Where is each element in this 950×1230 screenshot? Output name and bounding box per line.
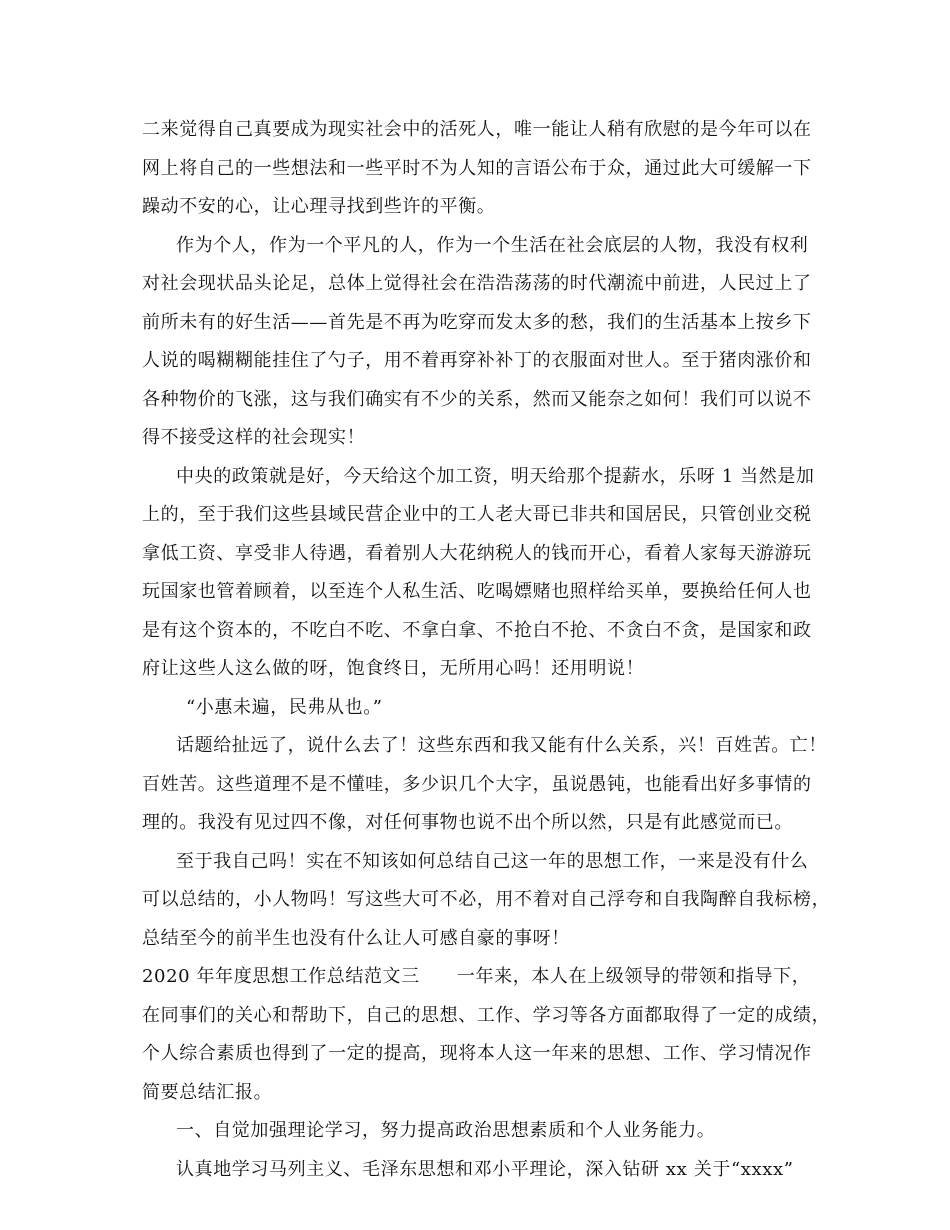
heading-line: 一、自觉加强理论学习，努力提高政治思想素质和个人业务能力。 — [176, 1120, 716, 1141]
text-line: 理的。我没有见过四不像，对任何事物也说不出个所以然，只是有此感觉而已。 — [142, 812, 793, 833]
text-line: 网上将自己的一些想法和一些平时不为人知的言语公布于众，通过此大可缓解一下 — [142, 158, 812, 179]
text-line: 各种物价的飞涨，这与我们确实有不少的关系，然而又能奈之如何！我们可以说不 — [142, 389, 812, 410]
paragraph-start-line: 作为个人，作为一个平凡的人，作为一个生活在社会底层的人物，我没有权利 — [176, 235, 809, 256]
paragraph-start-line: 至于我自己吗！实在不知该如何总结自己这一年的思想工作，一来是没有什么 — [176, 851, 809, 872]
text-line: 对社会现状品头论足，总体上觉得社会在浩浩荡荡的时代潮流中前进，人民过上了 — [142, 273, 812, 294]
section-title-line: 2020 年年度思想工作总结范文三 一年来，本人在上级领导的带领和指导下， — [142, 966, 811, 987]
text-line: 在同事们的关心和帮助下，自己的思想、工作、学习等各方面都取得了一定的成绩， — [142, 1005, 831, 1026]
text-line: 百姓苦。这些道理不是不懂哇，多少识几个大字，虽说愚钝，也能看出好多事情的 — [142, 774, 812, 795]
text-line: 人说的喝糊糊能挂住了勺子，用不着再穿补补丁的衣服面对世人。至于猪肉涨价和 — [142, 350, 812, 371]
text-line: 拿低工资、享受非人待遇，看着别人大花纳税人的钱而开心，看着人家每天游游玩 — [142, 543, 812, 564]
text-line: 总结至今的前半生也没有什么让人可感自豪的事呀！ — [142, 928, 570, 949]
paragraph-start-line: 话题给扯远了，说什么去了！这些东西和我又能有什么关系，兴！百姓苦。亡！ — [176, 735, 827, 756]
text-line: 个人综合素质也得到了一定的提高，现将本人这一年来的思想、工作、学习情况作 — [142, 1043, 812, 1064]
text-line: 可以总结的，小人物吗！写这些大可不必，用不着对自己浮夸和自我陶醉自我标榜， — [142, 889, 831, 910]
paragraph-start-line: 中央的政策就是好，今天给这个加工资，明天给那个提薪水，乐呀 1 当然是加 — [176, 466, 815, 487]
text-line: 得不接受这样的社会现实！ — [142, 427, 366, 448]
text-line: 躁动不安的心，让心理寻找到些许的平衡。 — [142, 196, 496, 217]
paragraph-start-line: 认真地学习马列主义、毛泽东思想和邓小平理论，深入钻研 xx 关于“xxxx” — [176, 1159, 794, 1180]
text-line: 上的，至于我们这些县域民营企业中的工人老大哥已非共和国居民，只管创业交税 — [142, 504, 812, 525]
text-line: 简要总结汇报。 — [142, 1082, 273, 1103]
text-line: 府让这些人这么做的呀，饱食终日，无所用心吗！还用明说！ — [142, 658, 645, 679]
text-line: 二来觉得自己真要成为现实社会中的活死人，唯一能让人稍有欣慰的是今年可以在 — [142, 119, 812, 140]
text-line: 玩国家也管着顾着，以至连个人私生活、吃喝嫖赌也照样给买单，要换给任何人也 — [142, 581, 812, 602]
text-line: 前所未有的好生活——首先是不再为吃穿而发太多的愁，我们的生活基本上按乡下 — [142, 312, 812, 333]
text-line: 是有这个资本的，不吃白不吃、不拿白拿、不抢白不抢、不贪白不贪，是国家和政 — [142, 620, 812, 641]
quote-line: “小惠未遍，民弗从也。” — [186, 697, 383, 718]
